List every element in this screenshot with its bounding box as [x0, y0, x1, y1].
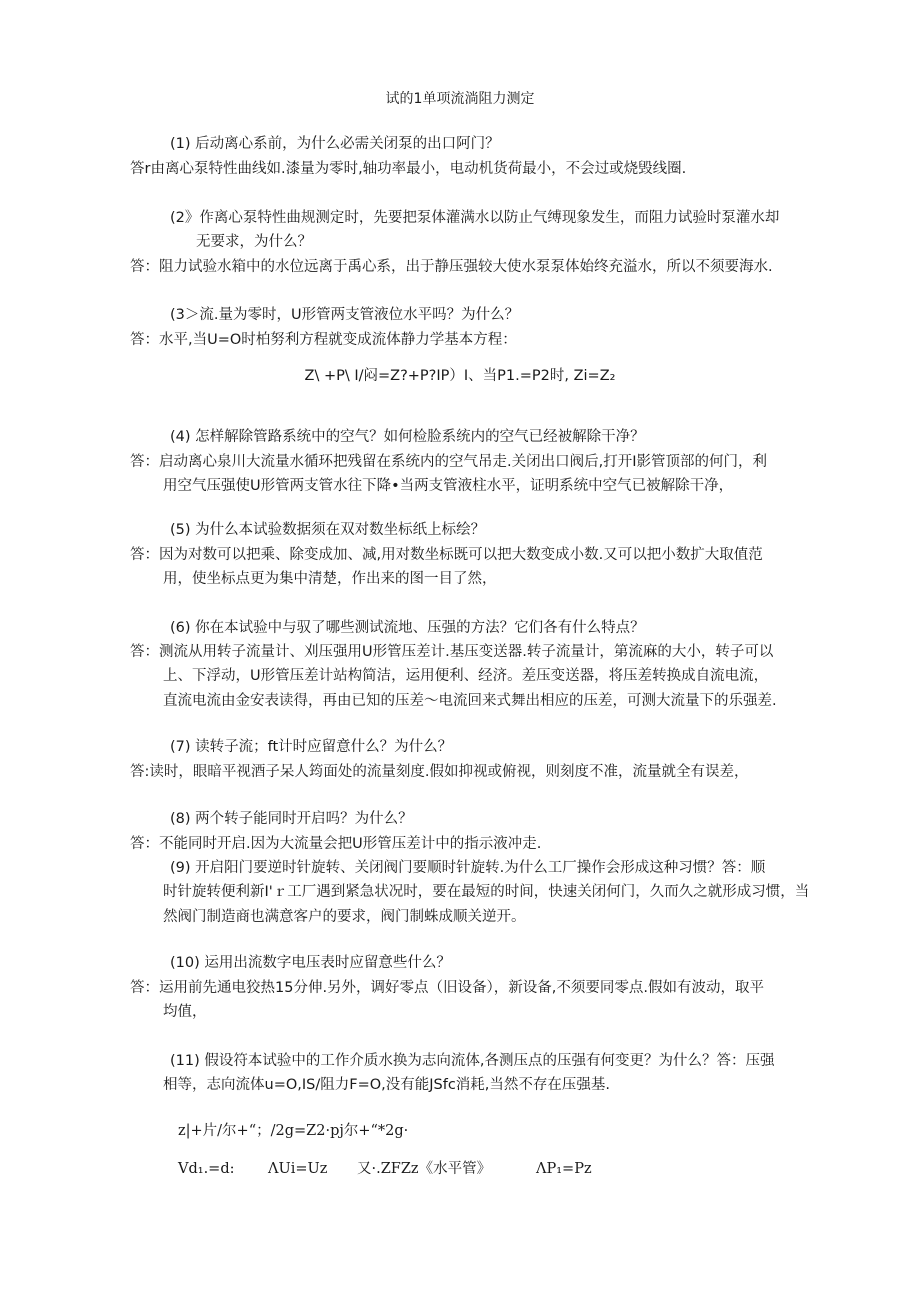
answer-5-line-2: 用，使坐标点更为集中清楚，作出来的图一目了然，: [163, 571, 497, 587]
answer-9-line-2: 然阀门制造商也满意客户的要求，阀门制蛛成顺关逆开。: [163, 909, 526, 925]
formula-u: ΛUi=Uz: [268, 1161, 328, 1177]
answer-4-line-2: 用空气压强使U形管两支管水往下降•当两支管液柱水平，证明系统中空气已被解除干净，: [163, 478, 734, 494]
question-9: (9) 开启阳门要逆时针旋转、关闭阀门要顺时针旋转.为什么工厂操作会形成这种习惯？答：顺: [170, 860, 766, 876]
answer-1: 答r由离心泵特性曲线如.漆量为零时,轴功率最小，电动机货荷最小，不会过或烧毁线圈.: [130, 161, 687, 177]
answer-6-line-3: 直流电流由金安表读得，再由已知的压差～电流回来式舞出相应的压差，可测大流量下的乐强差.: [163, 693, 777, 709]
answer-7: 答:读时，眼暗平视酒子呆人筠面处的流量刻度.假如抑视或俯视，则刻度不准，流量就全有误差，: [130, 764, 749, 780]
question-10: (10) 运用出流数字电压表时应留意些什么？: [170, 955, 451, 971]
answer-2: 答：阻力试验水箱中的水位远离于禹心系，出于静压强较大使水泵泵体始终充溢水，所以不须要海水.: [130, 259, 773, 275]
answer-9-line-1: 时针旋转便利新I'ｒ工厂遇到紧急状况时，要在最短的时间，快速关闭何门，久而久之就形成习惯，当: [163, 884, 810, 900]
answer-10-line-2: 均值，: [163, 1004, 207, 1020]
answer-5-line-1: 答：因为对数可以把乘、除变成加、减,用对数坐标既可以把大数变成小数.又可以把小数扩大取值范: [130, 547, 763, 563]
answer-8: 答：不能同时开启.因为大流量会把U形管压差计中的指示液冲走.: [130, 836, 542, 852]
question-4: (4) 怎样解除管路系统中的空气？如何检脸系统内的空气已经被解除干净？: [170, 429, 645, 445]
answer-6-line-2: 上、下浮动，U形管压差计站构简洁，运用便利、经济。差压变送器，将压差转换成自流电流，: [163, 668, 769, 684]
answer-3: 答：水平,当U=O时柏努利方程就变成流体静力学基本方程：: [130, 332, 517, 348]
question-2-line-1: (2》作离心泵特性曲规测定时，先要把泵体灌满水以防止气缚现象发生，而阻力试验时泵灌水却: [170, 210, 780, 226]
question-11: (11) 假设符本试验中的工作介质水换为志向流体,各测压点的压强有何变更？为什么？答：压强: [170, 1053, 775, 1069]
answer-6-line-1: 答：测流从用转子流量计、刈压强用U形管压差计.基压变送器.转子流量计，第流麻的大小，转子可以: [130, 644, 774, 660]
question-2-line-2: 无要求，为什么？: [196, 234, 312, 250]
question-1: (1) 后动离心系前，为什么必需关闭泵的出口阿门？: [170, 136, 500, 152]
question-7: (7) 读转子流；ft计时应留意什么？为什么？: [170, 739, 453, 755]
question-5: (5) 为什么本试验数据须在双对数坐标纸上标绘？: [170, 522, 486, 538]
formula-velocity: Vd₁.=d:: [178, 1161, 235, 1177]
document-title: 试的1单项流淌阻力测定: [385, 91, 535, 107]
formula-bernoulli: Z\ +P\ I∕闷=Z?+P?IP）I、当P1.=P2时, Zi=Z₂: [304, 368, 616, 384]
answer-4-line-1: 答：启动离心泉川大流量水循环把残留在系统内的空气吊走.关闭出口阀后,打开I影管顶部的何门，利: [130, 454, 767, 470]
formula-horizontal-pipe: 又·.ZFZz《水平管》: [357, 1161, 492, 1177]
formula-pressure: ΛP₁=Pz: [536, 1161, 592, 1177]
question-3: (3＞流.量为零时，U形管两支管液位水平吗？为什么？: [170, 307, 520, 323]
answer-10-line-1: 答：运用前先通电狡热15分伸.另外，调好零点（旧设备），新设备,不须要同零点.假如有波动，取平: [130, 980, 765, 996]
formula-ideal-fluid: z|+片/尔+“；/2g=Z2·pj尔+“*2g·: [178, 1123, 409, 1139]
answer-11: 相等，志向流体u=O,IS/阻力F=O,没有能JSfc消耗,当然不存在压强基.: [163, 1077, 611, 1093]
question-8: (8) 两个转子能同时开启吗？为什么？: [170, 811, 413, 827]
question-6: (6) 你在本试验中与驭了哪些测试流地、压强的方法？它们各有什么特点？: [170, 620, 645, 636]
